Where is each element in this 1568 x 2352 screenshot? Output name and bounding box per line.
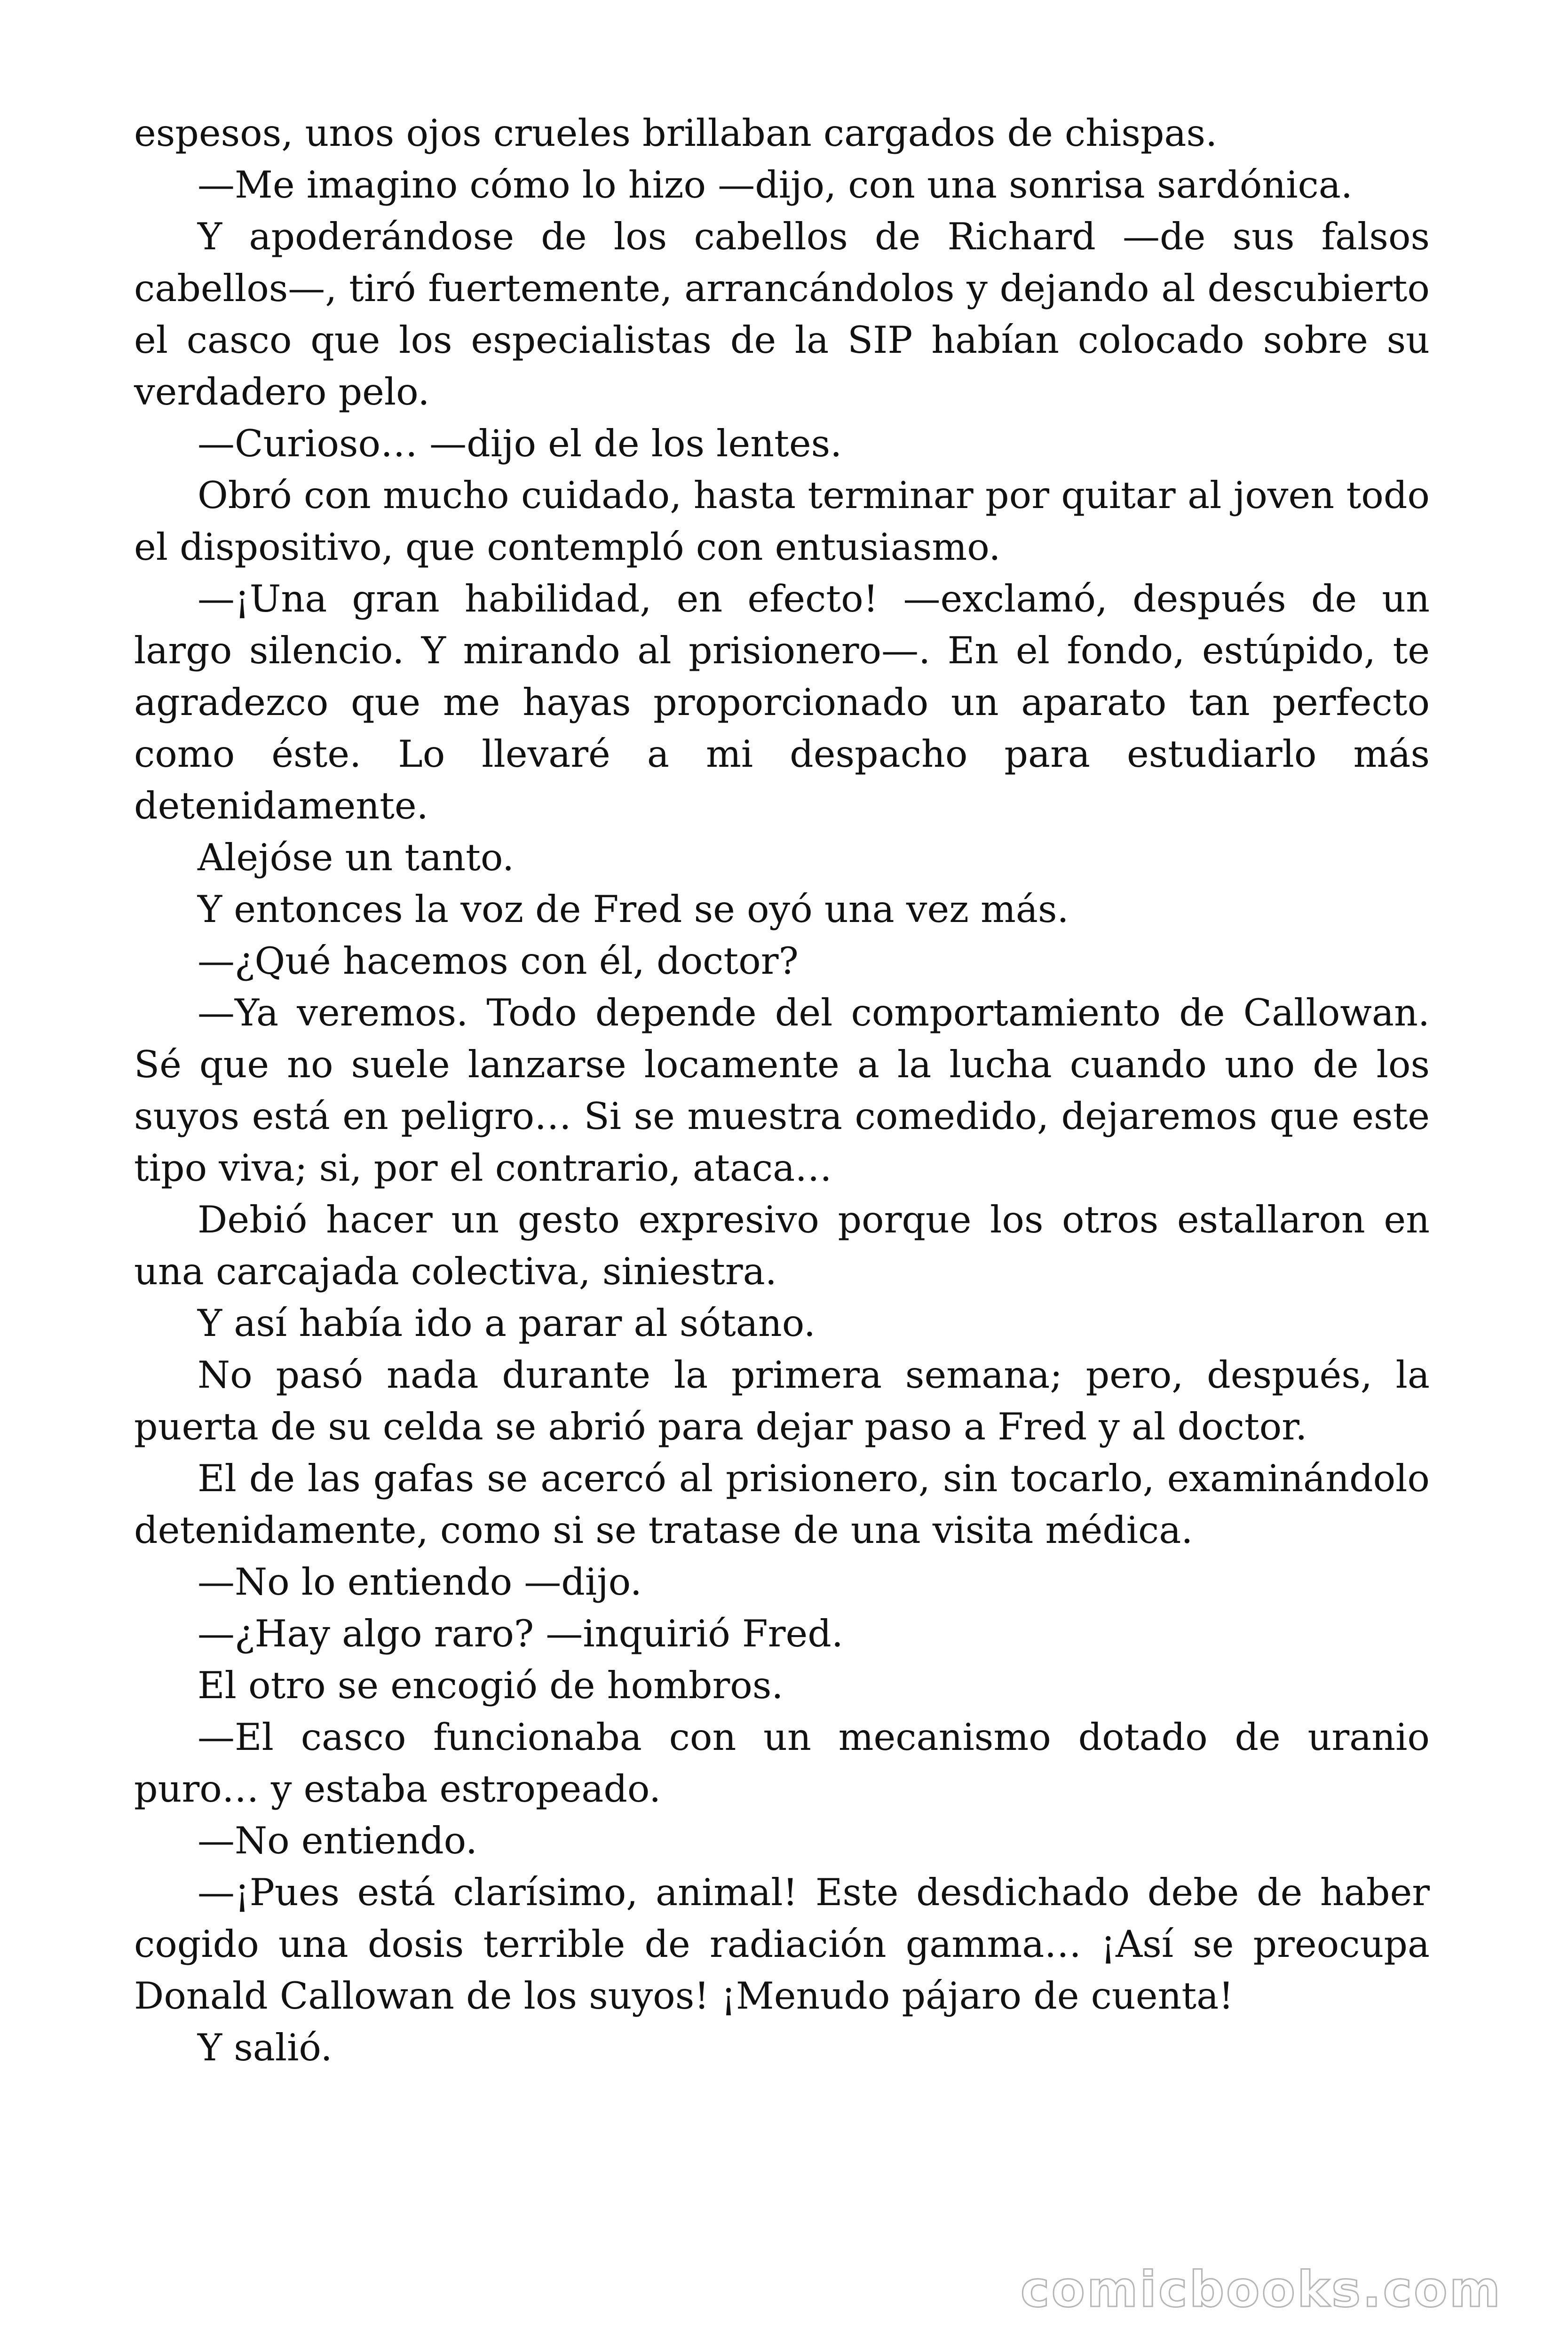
paragraph: Y así había ido a parar al sótano. bbox=[198, 1302, 816, 1345]
paragraph: —No lo entiendo —dijo. bbox=[198, 1560, 642, 1604]
paragraph: —Me imagino cómo lo hizo —dijo, con una sonrisa sardónica. bbox=[198, 163, 1353, 207]
book-page-text bbox=[134, 107, 1430, 2074]
paragraph: —¡Pues está clarísimo, animal! Este desdichado debe de haber cogido una dosis terrible de radiación gamma… ¡Así se preocupa Donald Callowan de los suyos! ¡Menudo pájaro de cuenta! bbox=[134, 1871, 1430, 2018]
paragraph: —Curioso… —dijo el de los lentes. bbox=[198, 422, 842, 465]
paragraph: —El casco funcionaba con un mecanismo dotado de uranio puro… y estaba estropeado. bbox=[134, 1716, 1430, 1811]
watermark: comicbooks.com bbox=[1020, 2261, 1502, 2318]
paragraph: —¿Qué hacemos con él, doctor? bbox=[198, 939, 799, 983]
paragraph: Debió hacer un gesto expresivo porque los otros estallaron en una carcajada colectiva, siniestra. bbox=[134, 1198, 1430, 1293]
paragraph: —¡Una gran habilidad, en efecto! —exclamó, después de un largo silencio. Y mirando al prisionero—. En el fondo, estúpido, te agradezco que me hayas proporcionado un aparato tan perfecto como éste. Lo llevaré a mi despacho para estudiarlo más detenidamente. bbox=[134, 577, 1430, 827]
paragraph: Obró con mucho cuidado, hasta terminar por quitar al joven todo el dispositivo, que contempló con entusiasmo. bbox=[134, 474, 1430, 569]
paragraph: —¿Hay algo raro? —inquirió Fred. bbox=[198, 1612, 843, 1655]
paragraph: —No entiendo. bbox=[198, 1819, 477, 1862]
paragraph-continuation: espesos, unos ojos crueles brillaban cargados de chispas. bbox=[134, 111, 1218, 155]
paragraph: Y salió. bbox=[198, 2026, 333, 2069]
paragraph: El de las gafas se acercó al prisionero, sin tocarlo, examinándolo detenidamente, como si se tratase de una visita médica. bbox=[134, 1457, 1430, 1552]
paragraph: —Ya veremos. Todo depende del comportamiento de Callowan. Sé que no suele lanzarse locamente a la lucha cuando uno de los suyos está en peligro… Si se muestra comedido, dejaremos que este tipo viva; si, por el contrario, ataca… bbox=[134, 991, 1430, 1190]
paragraph: No pasó nada durante la primera semana; pero, después, la puerta de su celda se abrió para dejar paso a Fred y al doctor. bbox=[134, 1353, 1430, 1448]
paragraph: Alejóse un tanto. bbox=[198, 836, 515, 879]
paragraph: Y entonces la voz de Fred se oyó una vez más. bbox=[198, 888, 1069, 931]
paragraph: Y apoderándose de los cabellos de Richard —de sus falsos cabellos—, tiró fuertemente, arrancándolos y dejando al descubierto el casco que los especialistas de la SIP habían colocado sobre su verdadero pelo. bbox=[134, 215, 1430, 413]
paragraph: El otro se encogió de hombros. bbox=[198, 1664, 784, 1707]
